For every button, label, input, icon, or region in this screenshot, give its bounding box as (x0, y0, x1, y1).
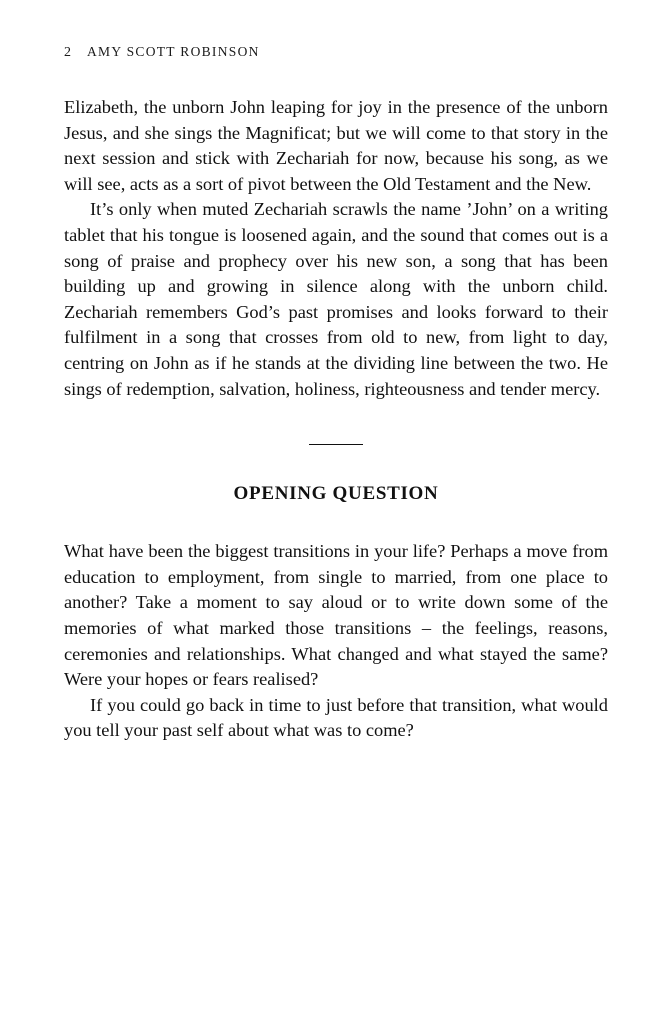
body-text-block-bottom (64, 539, 608, 744)
paragraph: If you could go back in time to just before that transition, what would you tell your past self about what was to come? (64, 694, 608, 741)
page-number: 2 (64, 45, 71, 60)
section-divider (64, 444, 608, 445)
paragraph: Elizabeth, the unborn John leaping for joy in the presence of the unborn Jesus, and she sings the Magnificat; but we will come to that story in the next session and stick with Zechariah for now, because his song, as we will see, acts as a sort of pivot between the Old Testament and the New. (64, 97, 608, 194)
running-head (64, 44, 608, 61)
paragraph: What have been the biggest transitions in your life? Perhaps a move from education to employment, from single to married, from one place to another? Take a moment to say aloud or to write down some of the memories of what marked those transitions – the feelings, reasons, ceremonies and relationships. What changed and what stayed the same? Were your hopes or fears realised? (64, 541, 608, 690)
body-text-block-top (64, 95, 608, 402)
section-heading: OPENING QUESTION (233, 483, 439, 505)
paragraph: It’s only when muted Zechariah scrawls the name ’John’ on a writing tablet that his tongue is loosened again, and the sound that comes out is a song of praise and prophecy over his new son, a song that has been building up and growing in silence along with the unborn child. Zechariah remembers God’s past promises and looks forward to their fulfilment in a song that crosses from old to new, from light to day, centring on John as if he stands at the dividing line between the two. He sings of redemption, salvation, holiness, righteousness and tender mercy. (64, 199, 608, 399)
running-title: AMY SCOTT ROBINSON (87, 44, 260, 59)
horizontal-rule-icon (309, 444, 363, 445)
